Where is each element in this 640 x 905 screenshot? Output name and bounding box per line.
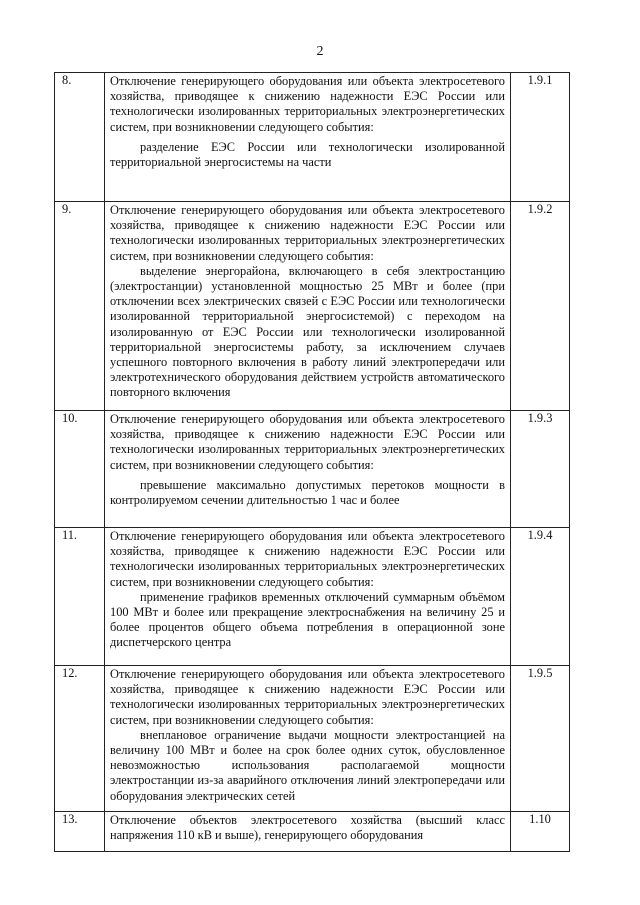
description-main: Отключение генерирующего оборудования или объекта электросетевого хозяйства, приводящее к снижению надежности ЕЭС России или технологически изолированных территориальных электроэнергетических систем, при возникновении следующего события: bbox=[110, 74, 505, 134]
row-number: 13. bbox=[55, 812, 105, 852]
row-number: 10. bbox=[55, 411, 105, 528]
row-description bbox=[105, 666, 511, 812]
row-description bbox=[105, 528, 511, 666]
description-event: применение графиков временных отключений суммарным объёмом 100 МВт и более или прекращение электроснабжения на величину 25 и более процентов общего объема потребления в операционной зоне диспетчерского центра bbox=[110, 589, 505, 650]
description-main: Отключение генерирующего оборудования или объекта электросетевого хозяйства, приводящее к снижению надежности ЕЭС России или технологически изолированных территориальных электроэнергетических систем, при возникновении следующего события: bbox=[110, 667, 505, 727]
description-event: превышение максимально допустимых перетоков мощности в контролируемом сечении длительностью 1 час и более bbox=[110, 477, 505, 508]
table-row bbox=[55, 202, 570, 411]
row-code: 1.9.2 bbox=[511, 202, 570, 411]
row-code: 1.10 bbox=[511, 812, 570, 852]
description-main: Отключение генерирующего оборудования или объекта электросетевого хозяйства, приводящее к снижению надежности ЕЭС России или технологически изолированных территориальных электроэнергетических систем, при возникновении следующего события: bbox=[110, 203, 505, 263]
description-main: Отключение генерирующего оборудования или объекта электросетевого хозяйства, приводящее к снижению надежности ЕЭС России или технологически изолированных территориальных электроэнергетических систем, при возникновении следующего события: bbox=[110, 529, 505, 589]
row-code: 1.9.4 bbox=[511, 528, 570, 666]
description-main: Отключение генерирующего оборудования или объекта электросетевого хозяйства, приводящее к снижению надежности ЕЭС России или технологически изолированных территориальных электроэнергетических систем, при возникновении следующего события: bbox=[110, 412, 505, 472]
table-row bbox=[55, 73, 570, 202]
row-number: 8. bbox=[55, 73, 105, 202]
row-number: 12. bbox=[55, 666, 105, 812]
table-row bbox=[55, 528, 570, 666]
table-row bbox=[55, 666, 570, 812]
row-code: 1.9.5 bbox=[511, 666, 570, 812]
row-code: 1.9.1 bbox=[511, 73, 570, 202]
page-number: 2 bbox=[316, 44, 324, 59]
row-number: 9. bbox=[55, 202, 105, 411]
description-event: разделение ЕЭС России или технологически изолированной территориальной энергосистемы на части bbox=[110, 139, 505, 170]
row-code: 1.9.3 bbox=[511, 411, 570, 528]
row-description bbox=[105, 202, 511, 411]
row-number: 11. bbox=[55, 528, 105, 666]
description-event: выделение энергорайона, включающего в себя электростанцию (электростанции) установленной мощностью 25 МВт и более (при отключении всех электрических связей с ЕЭС России или технологически изолированной территориальной энергосистемой) с переходом на изолированную от ЕЭС России или технологически изолированной территориальной энергосистемы работу, за исключением случаев успешного повторного включения в работу линий электропередачи или электротехнического оборудования действием устройств автоматического повторного включения bbox=[110, 263, 505, 400]
row-description bbox=[105, 411, 511, 528]
description-main: Отключение объектов электросетевого хозяйства (высший класс напряжения 110 кВ и выше), генерирующего оборудования bbox=[110, 813, 505, 843]
table-row bbox=[55, 411, 570, 528]
row-description bbox=[105, 73, 511, 202]
incident-table bbox=[54, 72, 570, 852]
table-row bbox=[55, 812, 570, 852]
description-event: внеплановое ограничение выдачи мощности электростанцией на величину 100 МВт и более на срок более одних суток, обусловленное невозможностью использования располагаемой мощности электростанции из-за аварийного отключения линий электропередачи или оборудования электрических сетей bbox=[110, 727, 505, 803]
row-description bbox=[105, 812, 511, 852]
